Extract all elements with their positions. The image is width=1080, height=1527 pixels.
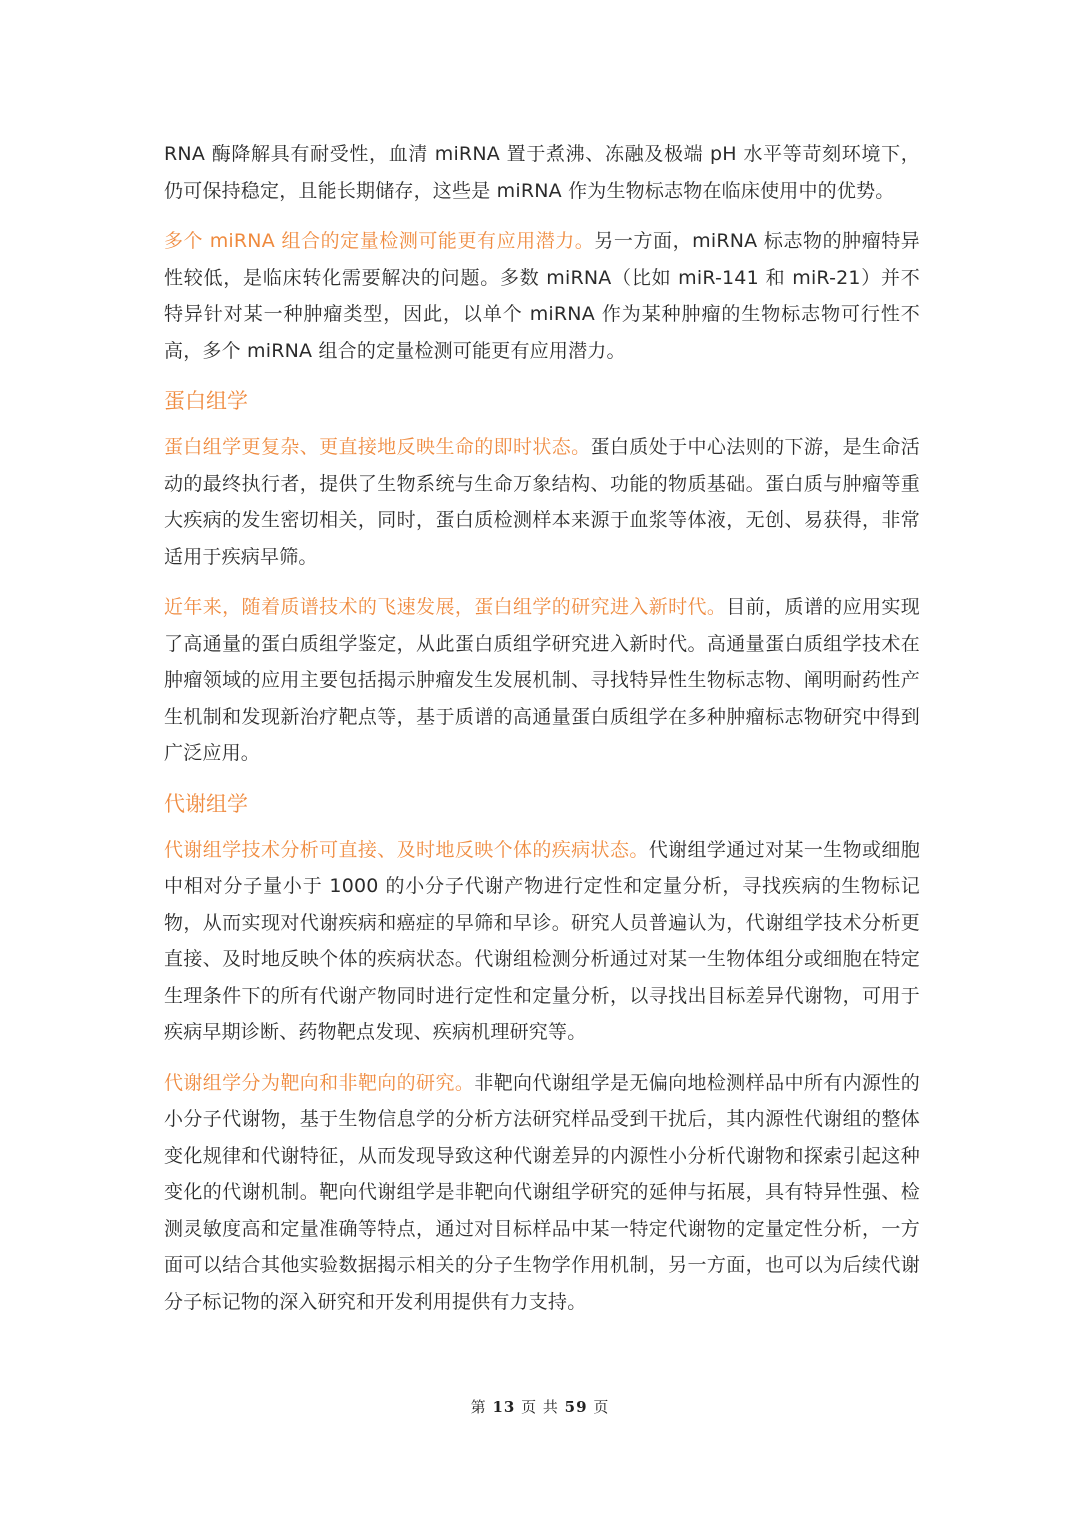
section-heading-proteomics: 蛋白组学 [164,389,248,413]
paragraph-highlight: 蛋白组学更复杂、更直接地反映生命的即时状态。 [164,436,591,458]
paragraph-highlight: 代谢组学分为靶向和非靶向的研究。 [164,1071,475,1094]
paragraph-text: 代谢组学通过对某一生物或细胞中相对分子量小于 1000 的小分子代谢产物进行定性和定量分析，寻找疾病的生物标记物，从而实现对代谢疾病和癌症的早筛和早诊。研究人员普遍认为，代谢组学技术分析更直接、及时地反映个体的疾病状态。代谢组检测分析通过对某一生物体组分或细胞在特定生理条件下的所有代谢产物同时进行定性和定量分析，以寻找出目标差异代谢物，可用于疾病早期诊断、药物靶点发现、疾病机理研究等。 [164,838,920,1043]
paragraph-text: RNA 酶降解具有耐受性，血清 miRNA 置于煮沸、冻融及极端 pH 水平等苛刻环境下，仍可保持稳定，且能长期储存，这些是 miRNA 作为生物标志物在临床使用中的优势。 [164,143,920,202]
paragraph-highlight: 近年来，随着质谱技术的飞速发展，蛋白组学的研究进入新时代。 [164,596,727,618]
paragraph-metabolomics-targeted [164,1065,920,1321]
paragraph-mirna-stability [164,136,920,209]
paragraph-proteomics-overview [164,429,920,575]
total-pages-number: 59 [564,1398,588,1416]
footer-prefix: 第 [470,1398,487,1416]
paragraph-proteomics-mass-spec [164,589,920,772]
current-page-number: 13 [492,1398,516,1416]
page-footer [0,1396,1080,1417]
paragraph-text: 目前，质谱的应用实现了高通量的蛋白质组学鉴定，从此蛋白质组学研究进入新时代。高通量蛋白质组学技术在肿瘤领域的应用主要包括揭示肿瘤发生发展机制、寻找特异性生物标志物、阐明耐药性产生机制和发现新治疗靶点等，基于质谱的高通量蛋白质组学在多种肿瘤标志物研究中得到广泛应用。 [164,596,920,764]
paragraph-highlight: 代谢组学技术分析可直接、及时地反映个体的疾病状态。 [164,838,649,861]
footer-middle: 页 共 [521,1398,559,1416]
paragraph-mirna-combination [164,223,920,369]
paragraph-text: 蛋白质处于中心法则的下游，是生命活动的最终执行者，提供了生物系统与生命万象结构、功能的物质基础。蛋白质与肿瘤等重大疾病的发生密切相关，同时，蛋白质检测样本来源于血浆等体液，无创、易获得，非常适用于疾病早筛。 [164,436,920,568]
paragraph-text: 另一方面，miRNA 标志物的肿瘤特异性较低，是临床转化需要解决的问题。多数 miRNA（比如 miR-141 和 miR-21）并不特异针对某一种肿瘤类型，因此，以单个 miRNA 作为某种肿瘤的生物标志物可行性不高，多个 miRNA 组合的定量检测可能更有应用潜力。 [164,230,920,362]
document-body [164,136,920,1334]
paragraph-highlight: 多个 miRNA 组合的定量检测可能更有应用潜力。 [164,230,595,252]
footer-suffix: 页 [593,1398,610,1416]
paragraph-text: 非靶向代谢组学是无偏向地检测样品中所有内源性的小分子代谢物，基于生物信息学的分析方法研究样品受到干扰后，其内源性代谢组的整体变化规律和代谢特征，从而发现导致这种代谢差异的内源性小分析代谢物和探索引起这种变化的代谢机制。靶向代谢组学是非靶向代谢组学研究的延伸与拓展，具有特异性强、检测灵敏度高和定量准确等特点，通过对目标样品中某一特定代谢物的定量定性分析，一方面可以结合其他实验数据揭示相关的分子生物学作用机制，另一方面，也可以为后续代谢分子标记物的深入研究和开发利用提供有力支持。 [164,1071,920,1313]
section-heading-metabolomics: 代谢组学 [164,791,248,816]
paragraph-metabolomics-overview [164,832,920,1051]
